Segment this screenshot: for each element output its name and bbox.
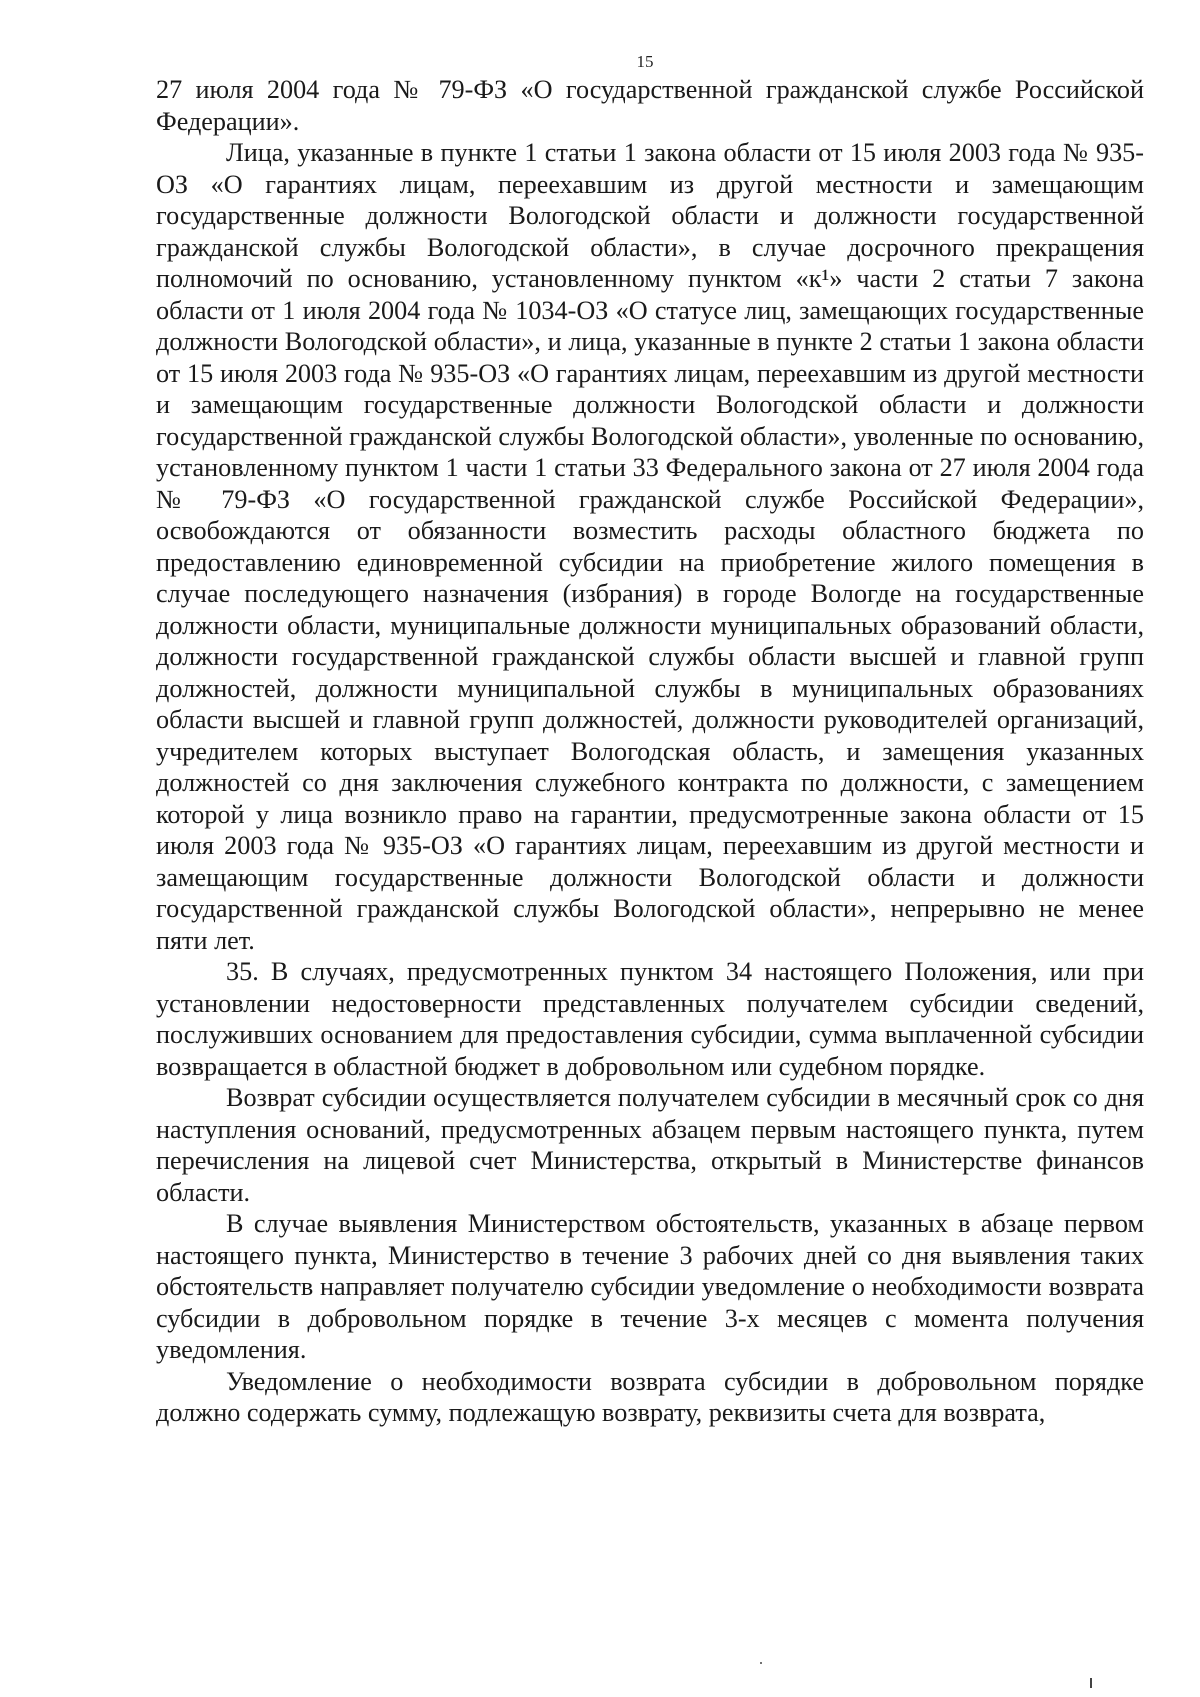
page-number: 15: [636, 52, 654, 71]
scan-speck: [760, 1662, 762, 1664]
paragraph-refund-procedure: Возврат субсидии осуществляется получателем субсидии в месячный срок со дня наступления оснований, предусмотренных абзацем первым настоящего пункта, путем перечисления на лицевой счет Министерства, открытый в Министерстве финансов области.: [156, 1083, 1144, 1207]
paragraph-notification-sending: В случае выявления Министерством обстоятельств, указанных в абзаце первом настоящего пункта, Министерство в течение 3 рабочих дней со дня выявления таких обстоятельств направляет получателю субсидии уведомление о необходимости возврата субсидии в добровольном порядке в течение 3-х месяцев с момента получения уведомления.: [156, 1209, 1144, 1364]
paragraph-notification-contents: Уведомление о необходимости возврата субсидии в добровольном порядке должно содержать сумму, подлежащую возврату, реквизиты счета для возврата,: [156, 1366, 1144, 1427]
paragraph-continuation: 27 июля 2004 года № 79-ФЗ «О государственной гражданской службе Российской Федерации».: [156, 75, 1144, 136]
paragraph-persons-exemption: Лица, указанные в пункте 1 статьи 1 закона области от 15 июля 2003 года № 935-ОЗ «О гарантиях лицам, переехавшим из другой местности и замещающим государственные должности Вологодской области и должности государственной гражданской службы Вологодской области», в случае досрочного прекращения полномочий по основанию, установленному пунктом «к¹» части 2 статьи 7 закона области от 1 июля 2004 года № 1034-ОЗ «О статусе лиц, замещающих государственные должности Вологодской области», и лица, указанные в пункте 2 статьи 1 закона области от 15 июля 2003 года № 935-ОЗ «О гарантиях лицам, переехавшим из другой местности и замещающим государственные должности Вологодской области и должности государственной гражданской службы Вологодской области», уволенные по основанию, установленному пунктом 1 части 1 статьи 33 Федерального закона от 27 июля 2004 года № 79-ФЗ «О государственной гражданской службе Российской Федерации», освобождаются от обязанности возместить расходы областного бюджета по предоставлению единовременной субсидии на приобретение жилого помещения в случае последующего назначения (избрания) в городе Вологде на государственные должности области, муниципальные должности муниципальных образований области, должности государственной гражданской службы области высшей и главной групп должностей, должности муниципальной службы в муниципальных образованиях области высшей и главной групп должностей, должности руководителей организаций, учредителем которых выступает Вологодская область, и замещения указанных должностей со дня заключения служебного контракта по должности, с замещением которой у лица возникло право на гарантии, предусмотренные закона области от 15 июля 2003 года № 935-ОЗ «О гарантиях лицам, переехавшим из другой местности и замещающим государственные должности Вологодской области и должности государственной гражданской службы Вологодской области», непрерывно не менее пяти лет.: [156, 138, 1144, 955]
document-body: [156, 74, 1144, 1429]
scan-speck: [1090, 1678, 1092, 1688]
paragraph-item-35: 35. В случаях, предусмотренных пунктом 34 настоящего Положения, или при установлении недостоверности представленных получателем субсидии сведений, послуживших основанием для предоставления субсидии, сумма выплаченной субсидии возвращается в областной бюджет в добровольном или судебном порядке.: [156, 957, 1144, 1081]
